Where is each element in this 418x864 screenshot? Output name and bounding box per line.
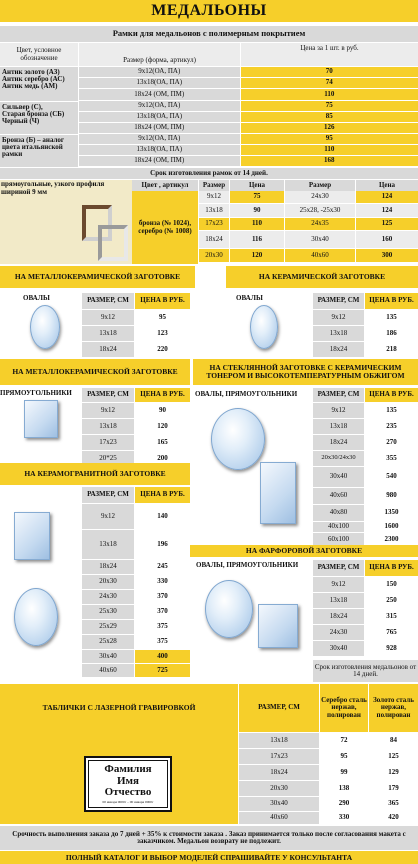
metal-rect-col-price: ЦЕНА В РУБ. (135, 388, 190, 402)
cell-price: 330 (135, 575, 190, 589)
polymer-name: Антик золото (АЗ) (2, 68, 60, 76)
glass-rect-image (260, 462, 296, 524)
porcelain-note: Срок изготовления медальонов от 14 дней. (313, 660, 418, 682)
cell-price: 245 (135, 560, 190, 574)
plate-dates: 00 января 0000г – 00 января 0000г (102, 799, 154, 804)
table-row (313, 435, 418, 451)
cell-size: 18х24 (239, 765, 319, 780)
table-row (82, 664, 190, 678)
table-row (239, 749, 418, 765)
cell-size: 30х40 (285, 231, 355, 248)
table-row (82, 530, 190, 560)
porcelain-table (313, 577, 418, 657)
table-row (313, 451, 418, 467)
table-row (313, 310, 418, 326)
cell-size: 9х12 (199, 191, 229, 203)
polymer-name: Сильвер (С), (2, 103, 43, 111)
cell-price: 375 (135, 635, 190, 649)
cell-size: 60х100 (313, 533, 364, 546)
cell-price: 160 (356, 231, 418, 248)
cell-price: 186 (365, 326, 418, 341)
cell-price: 150 (365, 577, 418, 592)
cell-size: 13х18 (82, 419, 134, 434)
cell-price: 123 (135, 326, 190, 341)
cell-size: 40х60 (82, 664, 134, 677)
cell-size: 25х30 (82, 605, 134, 619)
table-row (199, 204, 418, 218)
cell-size: 13х18(ОА, ПА) (79, 145, 240, 155)
cell-price: 168 (241, 156, 418, 166)
porcelain-col-size: РАЗМЕР, СМ (313, 560, 364, 576)
table-row (313, 522, 418, 533)
table-row (313, 419, 418, 435)
table-row (313, 609, 418, 625)
metal-ovals-col-price: ЦЕНА В РУБ. (135, 293, 190, 309)
cell-size: 30х40 (313, 641, 364, 656)
table-row (79, 112, 418, 123)
metal-rect-label: ПРЯМОУГОЛЬНИКИ (0, 389, 72, 397)
cell-price: 355 (365, 451, 418, 466)
plate-line: Фамилия (104, 763, 152, 776)
frames-color-cell: бронза (№ 1024), серебро (№ 1008) (132, 191, 198, 264)
cell-price: 1600 (365, 522, 418, 532)
table-row (239, 765, 418, 781)
cell-size: 9х12 (313, 577, 364, 592)
table-row (82, 342, 190, 358)
table-row (82, 575, 190, 590)
frames-col-size-right: Размер (285, 180, 355, 191)
polymer-name: Антик медь (АМ) (2, 82, 58, 91)
metal-rect-table (82, 403, 190, 467)
polymer-header-filler (79, 43, 240, 55)
table-row (79, 67, 418, 78)
polymer-heading-text: Рамки для медальонов с полимерным покрытием (112, 28, 306, 39)
polymer-name: Бронза (Б) – аналог цвета итальянской рамки (2, 136, 65, 159)
porcelain-heading: НА ФАРФОРОВОЙ ЗАГОТОВКЕ (190, 545, 418, 557)
polymer-table (79, 67, 418, 167)
frames-desc: прямоугольные, узкого профиля шириной 9 мм (1, 180, 105, 196)
cell-price: 138 (320, 781, 368, 796)
metal-ovals-table (82, 310, 190, 358)
table-row (313, 577, 418, 593)
plate-line: Имя (117, 774, 139, 787)
polymer-name: Антик серебро (АС) (2, 75, 65, 84)
cell-price: 135 (365, 310, 418, 325)
polymer-name: Старая бронза (СБ) (2, 110, 65, 119)
table-row (82, 620, 190, 635)
cell-price: 725 (135, 664, 190, 677)
laser-heading: ТАБЛИЧКИ С ЛАЗЕРНОЙ ГРАВИРОВКОЙ (0, 684, 238, 732)
metal-rect-col-size: РАЗМЕР, СМ (82, 388, 134, 402)
page-title (0, 0, 418, 22)
cell-price: 110 (241, 145, 418, 155)
cell-size: 30х40 (313, 467, 364, 487)
polymer-col-size: Размер (форма, артикул) (79, 55, 240, 66)
table-row (239, 797, 418, 812)
cell-price: 95 (320, 749, 368, 764)
cell-price: 90 (230, 204, 284, 217)
cell-price: 116 (230, 231, 284, 248)
granite-heading: НА КЕРАМОГРАНИТНОЙ ЗАГОТОВКЕ (0, 463, 190, 485)
cell-price: 110 (230, 218, 284, 230)
cell-size: 18х24 (82, 342, 134, 357)
cell-price: 110 (241, 89, 418, 100)
plate-line: Отчество (104, 786, 152, 799)
laser-col-silver: Серебро сталь нержав, полирован (320, 684, 368, 732)
cell-price: 540 (365, 467, 418, 487)
cell-size: 13х18 (82, 530, 134, 559)
cell-size: 25х28, -25х30 (285, 204, 355, 217)
cell-price: 250 (365, 593, 418, 608)
cell-size: 13х18 (199, 204, 229, 217)
table-row (199, 249, 418, 263)
table-row (313, 403, 418, 419)
cell-price: 75 (230, 191, 284, 203)
cell-price: 315 (365, 609, 418, 624)
table-row (79, 134, 418, 145)
table-row (82, 310, 190, 326)
cell-size: 40х100 (313, 522, 364, 532)
cell-size: 40х60 (239, 812, 319, 824)
table-row (79, 89, 418, 101)
cell-size: 18х24 (82, 560, 134, 574)
cell-price: 179 (369, 781, 418, 796)
glass-heading: НА СТЕКЛЯННОЙ ЗАГОТОВКЕ С КЕРАМИЧЕСКИМ ТОНЕРОМ И ВЫСОКОТЕМПЕРАТУРНЫМ ОБЖИГОМ (193, 359, 418, 385)
ceramic-ovals-col-size: РАЗМЕР, СМ (313, 293, 364, 309)
polymer-names (0, 67, 78, 167)
polymer-heading (0, 26, 418, 42)
cell-size: 13х18 (239, 733, 319, 748)
polymer-col-name: Цвет, условное обозначение (0, 43, 78, 66)
frames-col-price-left: Цена (230, 180, 284, 191)
cell-size: 24х35 (285, 218, 355, 230)
cell-price: 375 (135, 620, 190, 634)
cell-price: 330 (320, 812, 368, 824)
polymer-name-group-3 (0, 135, 78, 167)
table-row (79, 101, 418, 112)
cell-price: 95 (135, 310, 190, 325)
glass-table (313, 403, 418, 547)
laser-table (239, 733, 418, 825)
table-row (199, 231, 418, 249)
page-title-text: МЕДАЛЬОНЫ (151, 2, 267, 19)
cell-price: 124 (356, 191, 418, 203)
cell-price: 400 (135, 650, 190, 663)
cell-size: 24х30 (82, 590, 134, 604)
table-row (82, 403, 190, 419)
cell-size: 9х12 (313, 310, 364, 325)
table-row (313, 593, 418, 609)
ceramic-ovals-col-price: ЦЕНА В РУБ. (365, 293, 418, 309)
polymer-name-group-1 (0, 67, 78, 101)
cell-price: 120 (135, 419, 190, 434)
cell-price: 72 (320, 733, 368, 748)
cell-price: 220 (135, 342, 190, 357)
granite-rect-image (14, 512, 50, 560)
cell-price: 95 (241, 134, 418, 144)
cell-price: 85 (241, 112, 418, 122)
cell-price: 196 (135, 530, 190, 559)
cell-price: 125 (369, 749, 418, 764)
glass-oval-image (211, 408, 265, 470)
porcelain-label: ОВАЛЫ, ПРЯМОУГОЛЬНИКИ (196, 561, 299, 569)
cell-size: 13х18 (313, 326, 364, 341)
laser-plate-image (84, 756, 172, 812)
cell-price: 2300 (365, 533, 418, 546)
porcelain-oval-image (205, 580, 253, 638)
cell-size: 18х24 (ОМ, ПМ) (79, 89, 240, 100)
cell-size: 20х30/24х30 (313, 451, 364, 466)
table-row (82, 504, 190, 530)
glass-col-size: РАЗМЕР, СМ (313, 388, 364, 402)
ceramic-ovals-label: ОВАЛЫ (236, 294, 263, 302)
table-row (79, 156, 418, 167)
cell-size: 18х24 (ОМ, ПМ) (79, 156, 240, 166)
cell-size: 9х12(ОА, ПА) (79, 134, 240, 144)
cell-price: 124 (356, 204, 418, 217)
frames-col-size-left: Размер (199, 180, 229, 191)
cell-size: 18х24 (ОМ, ПМ) (79, 123, 240, 133)
polymer-header-filler-2 (241, 55, 418, 66)
cell-size: 18х24 (199, 231, 229, 248)
ceramic-ovals-heading: НА КЕРАМИЧЕСКОЙ ЗАГОТОВКЕ (226, 266, 418, 288)
metal-oval-image (30, 305, 60, 349)
cell-price: 120 (230, 249, 284, 262)
cell-price: 300 (356, 249, 418, 262)
metal-rect-heading: НА МЕТАЛЛОКЕРАМИЧЕСКОЙ ЗАГОТОВКЕ (0, 359, 190, 385)
cell-size: 13х18 (313, 419, 364, 434)
cell-price: 370 (135, 590, 190, 604)
cell-price: 365 (369, 797, 418, 811)
table-row (82, 590, 190, 605)
cell-size: 25х29 (82, 620, 134, 634)
frames-col-price-right: Цена (356, 180, 418, 191)
cell-price: 928 (365, 641, 418, 656)
table-row (82, 419, 190, 435)
table-row (239, 781, 418, 797)
cell-size: 18х24 (313, 435, 364, 450)
table-row (313, 488, 418, 505)
cell-price: 270 (365, 435, 418, 450)
table-row (82, 635, 190, 650)
table-row (82, 605, 190, 620)
frames-col-color: Цвет , артикул (132, 180, 198, 191)
ceramic-ovals-table (313, 310, 418, 358)
cell-price: 370 (135, 605, 190, 619)
table-row (79, 123, 418, 134)
cell-size: 9х12 (82, 504, 134, 529)
glass-label: ОВАЛЫ, ПРЯМОУГОЛЬНИКИ (195, 390, 298, 398)
cell-price: 75 (241, 101, 418, 111)
porcelain-rect-image (258, 604, 298, 648)
cell-size: 25х28 (82, 635, 134, 649)
table-row (79, 145, 418, 156)
cell-price: 84 (369, 733, 418, 748)
cell-price: 218 (365, 342, 418, 357)
table-row (313, 505, 418, 522)
cell-size: 40х60 (285, 249, 355, 262)
table-row (82, 435, 190, 451)
cell-size: 9х12(ОА, ПА) (79, 101, 240, 111)
porcelain-col-price: ЦЕНА В РУБ. (365, 560, 418, 576)
polymer-col-price: Цена за 1 шт. в руб. (241, 43, 418, 55)
cell-price: 125 (356, 218, 418, 230)
cell-size: 18х24 (313, 609, 364, 624)
granite-table (82, 504, 190, 678)
footer-urgent-note: Срочность выполнения заказа до 7 дней + 35% к стоимости заказа . Заказ принимается только после согласования макета с заказчиком. Медальон возврату не подлежит. (0, 826, 418, 850)
cell-size: 20х30 (239, 781, 319, 796)
table-row (313, 326, 418, 342)
cell-price: 126 (241, 123, 418, 133)
cell-size: 40х80 (313, 505, 364, 521)
cell-size: 13х18(ОА, ПА) (79, 78, 240, 88)
table-row (313, 467, 418, 488)
laser-col-size: РАЗМЕР, СМ (239, 684, 319, 732)
cell-size: 24х30 (285, 191, 355, 203)
table-row (82, 326, 190, 342)
cell-price: 140 (135, 504, 190, 529)
table-row (199, 218, 418, 231)
cell-price: 765 (365, 625, 418, 640)
cell-price: 99 (320, 765, 368, 780)
cell-price: 90 (135, 403, 190, 418)
cell-size: 20х30 (199, 249, 229, 262)
laser-col-gold: Золото сталь нержав, полирован (369, 684, 418, 732)
granite-col-size: РАЗМЕР, СМ (82, 487, 134, 503)
table-row (313, 641, 418, 657)
cell-price: 420 (369, 812, 418, 824)
cell-size: 17х23 (239, 749, 319, 764)
cell-price: 129 (369, 765, 418, 780)
metal-ovals-label: ОВАЛЫ (23, 294, 50, 302)
cell-price: 980 (365, 488, 418, 504)
table-row (82, 560, 190, 575)
silver-frame-image (98, 225, 128, 261)
cell-size: 20*25 (82, 451, 134, 466)
cell-price: 70 (241, 67, 418, 77)
cell-price: 290 (320, 797, 368, 811)
granite-col-price: ЦЕНА В РУБ. (135, 487, 190, 503)
polymer-name: Черный (Ч) (2, 117, 40, 126)
cell-size: 17х23 (82, 435, 134, 450)
table-row (239, 733, 418, 749)
cell-size: 13х18 (82, 326, 134, 341)
table-row (82, 650, 190, 664)
table-row (199, 191, 418, 204)
cell-size: 30х40 (82, 650, 134, 663)
metal-rect-image (24, 400, 58, 438)
cell-price: 74 (241, 78, 418, 88)
cell-size: 13х18 (313, 593, 364, 608)
cell-size: 9х12 (313, 403, 364, 418)
cell-size: 18х24 (313, 342, 364, 357)
cell-size: 20х30 (82, 575, 134, 589)
frames-lead-time: Срок изготовления рамок от 14 дней. (0, 168, 418, 179)
table-row (313, 625, 418, 641)
footer-catalog-note: ПОЛНЫЙ КАТАЛОГ И ВЫБОР МОДЕЛЕЙ СПРАШИВАЙТЕ У КОНСУЛЬТАНТА (0, 851, 418, 864)
table-row (313, 342, 418, 358)
ceramic-oval-image (250, 305, 278, 349)
cell-price: 235 (365, 419, 418, 434)
cell-price: 165 (135, 435, 190, 450)
cell-size: 24х30 (313, 625, 364, 640)
cell-price: 1350 (365, 505, 418, 521)
cell-size: 9х12 (82, 403, 134, 418)
table-row (79, 78, 418, 89)
cell-size: 13х18(ОА, ПА) (79, 112, 240, 122)
cell-price: 200 (135, 451, 190, 466)
cell-size: 9х12(ОА, ПА) (79, 67, 240, 77)
table-row (239, 812, 418, 825)
granite-oval-image (14, 588, 58, 646)
metal-ovals-col-size: РАЗМЕР, СМ (82, 293, 134, 309)
glass-col-price: ЦЕНА В РУБ. (365, 388, 418, 402)
polymer-name-group-2 (0, 102, 78, 134)
cell-size: 30х40 (239, 797, 319, 811)
frames-table (199, 191, 418, 263)
cell-size: 9х12 (82, 310, 134, 325)
cell-size: 17х23 (199, 218, 229, 230)
cell-price: 135 (365, 403, 418, 418)
cell-size: 40х60 (313, 488, 364, 504)
metal-ovals-heading: НА МЕТАЛЛОКЕРАМИЧЕСКОЙ ЗАГОТОВКЕ (0, 266, 195, 288)
